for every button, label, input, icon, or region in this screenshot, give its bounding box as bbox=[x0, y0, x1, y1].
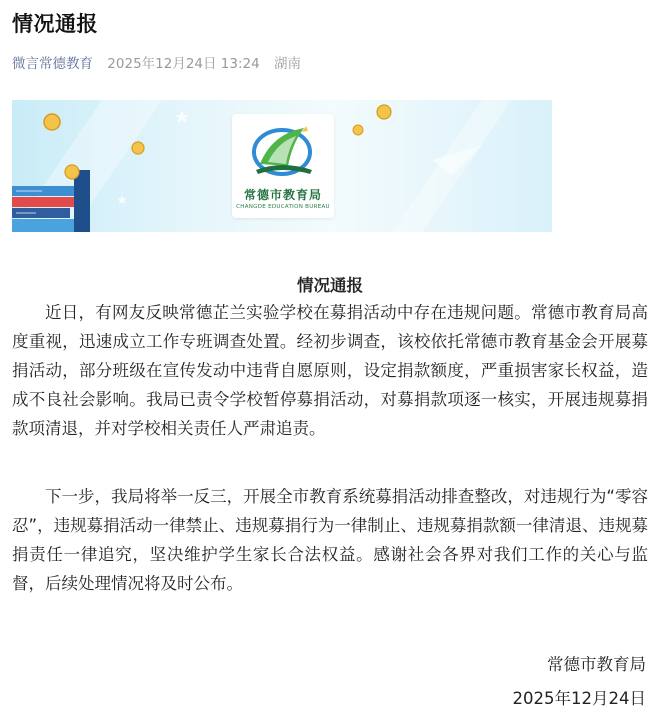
article-meta bbox=[12, 52, 301, 72]
star-icon bbox=[175, 110, 189, 123]
account-name-link[interactable]: 微言常德教育 bbox=[12, 56, 93, 72]
logo-bureau-name: 常德市教育局 bbox=[243, 188, 322, 202]
article-header-title: 情况通报 bbox=[12, 12, 98, 36]
signature-organization: 常德市教育局 bbox=[547, 655, 646, 674]
coin-icon bbox=[65, 165, 79, 179]
paragraph-1: 近日，有网友反映常德芷兰实验学校在募捐活动中存在违规问题。常德市教育局高度重视，迅速成立工作专班调查处置。经初步调查，该校依托常德市教育基金会开展募捐活动，部分班级在宣传发动中违背自愿原则，设定捐款额度，严重损害家长权益，造成不良社会影响。我局已责令学校暂停募捐活动，对募捐款项逐一核实，开展违规募捐款项清退，并对学校相关责任人严肃追责。 bbox=[12, 303, 648, 438]
star-icon bbox=[117, 195, 127, 204]
coin-icon bbox=[377, 105, 391, 119]
logo-bureau-english: CHANGDE EDUCATION BUREAU bbox=[236, 204, 330, 210]
paragraph-2: 下一步，我局将举一反三，开展全市教育系统募捐活动排查整改，对违规行为“零容忍”，违规募捐活动一律禁止、违规募捐行为一律制止、违规募捐款额一律清退、违规募捐责任一律追究，坚决维护学生家长合法权益。感谢社会各界对我们工作的关心与监督，后续处理情况将及时公布。 bbox=[12, 487, 648, 593]
publish-location: 湖南 bbox=[274, 56, 302, 72]
coin-icon bbox=[132, 142, 144, 154]
article-title: 情况通报 bbox=[297, 276, 363, 295]
banner-image bbox=[12, 100, 552, 232]
education-bureau-logo bbox=[232, 114, 334, 218]
publish-time: 2025年12月24日 13:24 bbox=[107, 56, 260, 72]
signature-date: 2025年12月24日 bbox=[512, 689, 646, 708]
coin-icon bbox=[44, 114, 60, 130]
coin-icon bbox=[353, 125, 363, 135]
book-leaf-logo-icon bbox=[232, 114, 334, 186]
